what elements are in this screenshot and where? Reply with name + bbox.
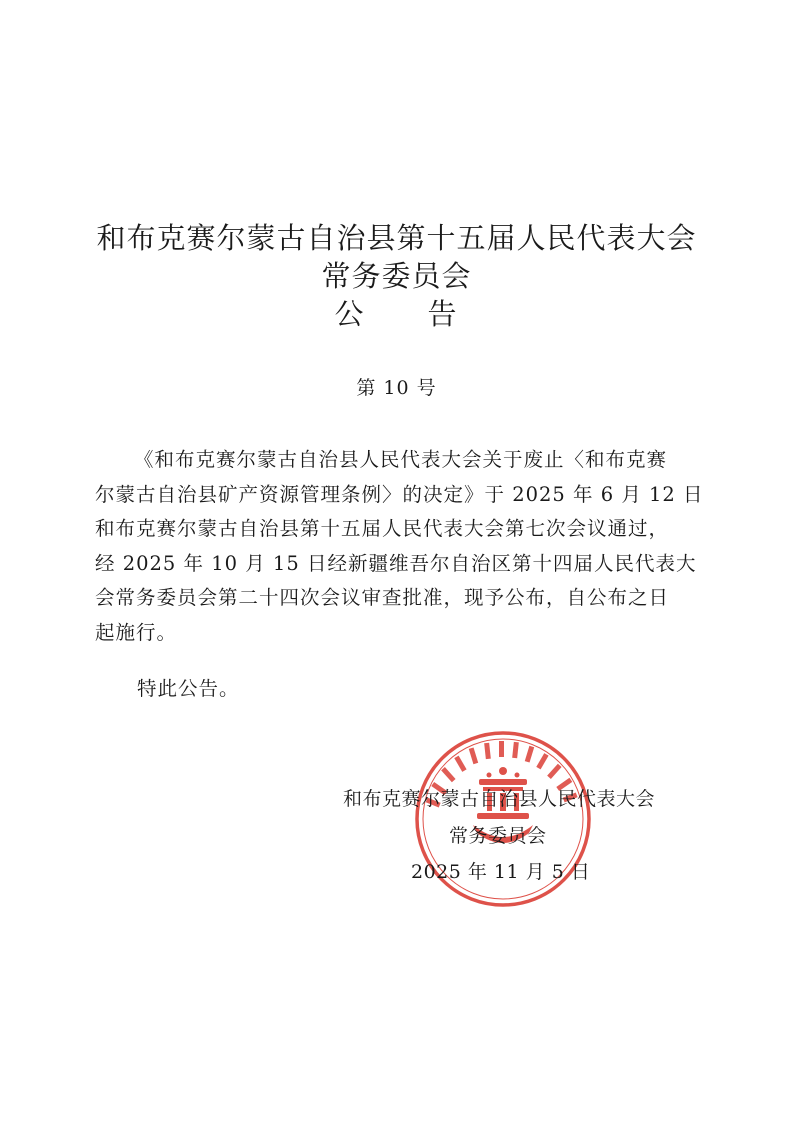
issuer-name-line-1: 和布克赛尔蒙古自治县人民代表大会 — [343, 788, 656, 810]
announcement-body — [95, 443, 704, 651]
document-title-line-1: 和布克赛尔蒙古自治县第十五届人民代表大会 — [96, 221, 697, 255]
document-title-announcement — [0, 295, 793, 333]
body-line: 《和布克赛尔蒙古自治县人民代表大会关于废止〈和布克赛 — [134, 448, 668, 471]
announcement-char-1: 公 — [334, 297, 366, 331]
body-line: 起施行。 — [95, 620, 178, 644]
body-line: 经 2025 年 10 月 15 日经新疆维吾尔自治区第十四届人民代表大 — [95, 551, 697, 575]
issuer-name-line-2: 常务委员会 — [449, 825, 547, 847]
body-line: 和布克赛尔蒙古自治县第十五届人民代表大会第七次会议通过， — [95, 517, 670, 541]
document-number: 第 10 号 — [356, 377, 437, 399]
closing-remark: 特此公告。 — [137, 677, 240, 700]
issue-date: 2025 年 11 月 5 日 — [411, 861, 591, 883]
document-title-line-2: 常务委员会 — [321, 259, 472, 293]
body-line: 尔蒙古自治县矿产资源管理条例〉的决定》于 2025 年 6 月 12 日 — [95, 482, 704, 506]
announcement-char-2: 告 — [427, 297, 459, 331]
body-line: 会常务委员会第二十四次会议审查批准，现予公布，自公布之日 — [95, 586, 670, 610]
